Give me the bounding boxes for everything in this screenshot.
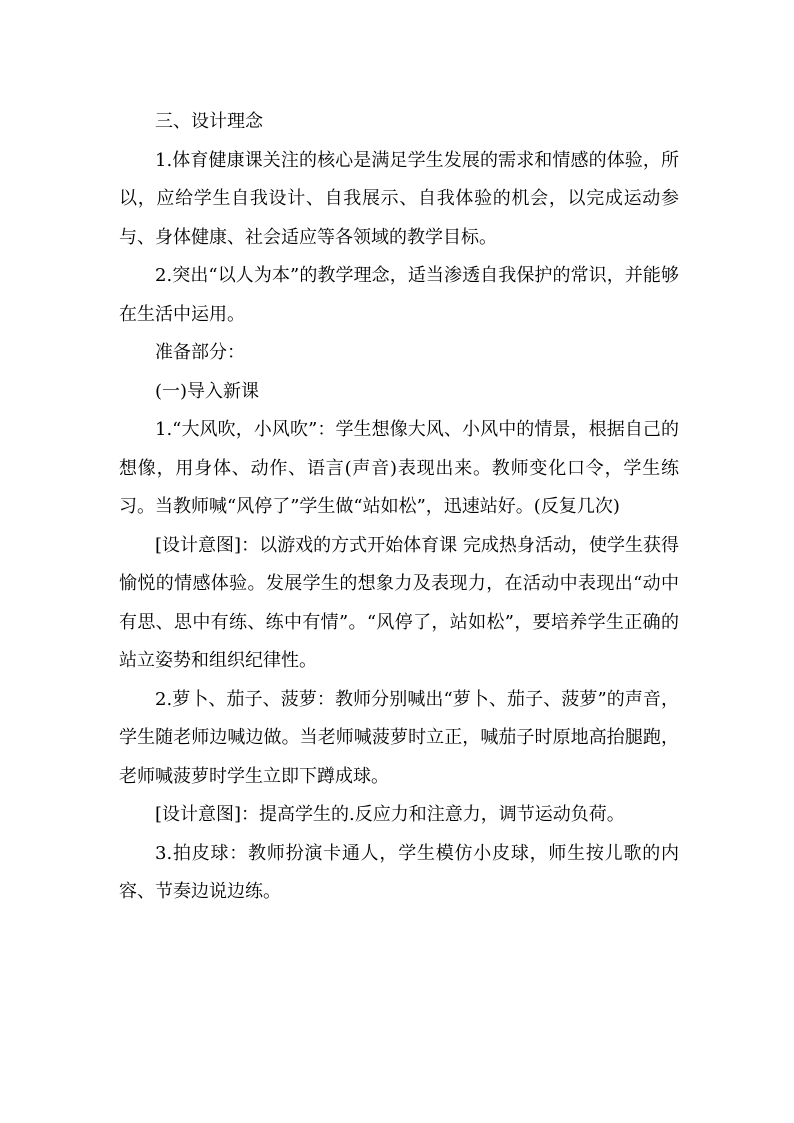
paragraph-concept-2: 2.突出“以人为本”的教学理念，适当渗透自我保护的常识，并能够在生活中运用。 xyxy=(119,265,679,325)
paragraph-activity-2: 2.萝卜、茄子、菠萝：教师分别喊出“萝卜、茄子、菠萝”的声音，学生随老师边喊边做。当老师喊菠萝时立正，喊茄子时原地高抬腿跑，老师喊菠萝时学生立即下蹲成球。 xyxy=(119,688,679,787)
paragraph-activity-3: 3.拍皮球：教师扮演卡通人，学生模仿小皮球，师生按儿歌的内容、节奏边说边练。 xyxy=(119,842,679,902)
subheading-intro-lesson: (一)导入新课 xyxy=(155,380,260,402)
document-body xyxy=(119,103,679,912)
section-heading-design-concept: 三、设计理念 xyxy=(155,111,263,132)
paragraph-design-intent-2: [设计意图]：提高学生的.反应力和注意力，调节运动负荷。 xyxy=(155,804,625,825)
section-heading-preparation: 准备部分： xyxy=(155,342,245,363)
paragraph-design-intent-1: [设计意图]：以游戏的方式开始体育课 完成热身活动，使学生获得愉悦的情感体验。发展学生的想象力及表现力，在活动中表现出“动中有思、思中有练、练中有情”。“风停了，站如松”，要培养学生正确的站立姿势和组织纪律性。 xyxy=(119,534,679,671)
paragraph-activity-1: 1.“大风吹，小风吹”：学生想像大风、小风中的情景，根据自己的想像，用身体、动作、语言(声音)表现出来。教师变化口令，学生练习。当教师喊“风停了”学生做“站如松”，迅速站好。(反复几次) xyxy=(119,419,679,517)
paragraph-concept-1: 1.体育健康课关注的核心是满足学生发展的需求和情感的体验，所以，应给学生自我设计、自我展示、自我体验的机会，以完成运动参与、身体健康、社会适应等各领域的教学目标。 xyxy=(119,149,679,248)
